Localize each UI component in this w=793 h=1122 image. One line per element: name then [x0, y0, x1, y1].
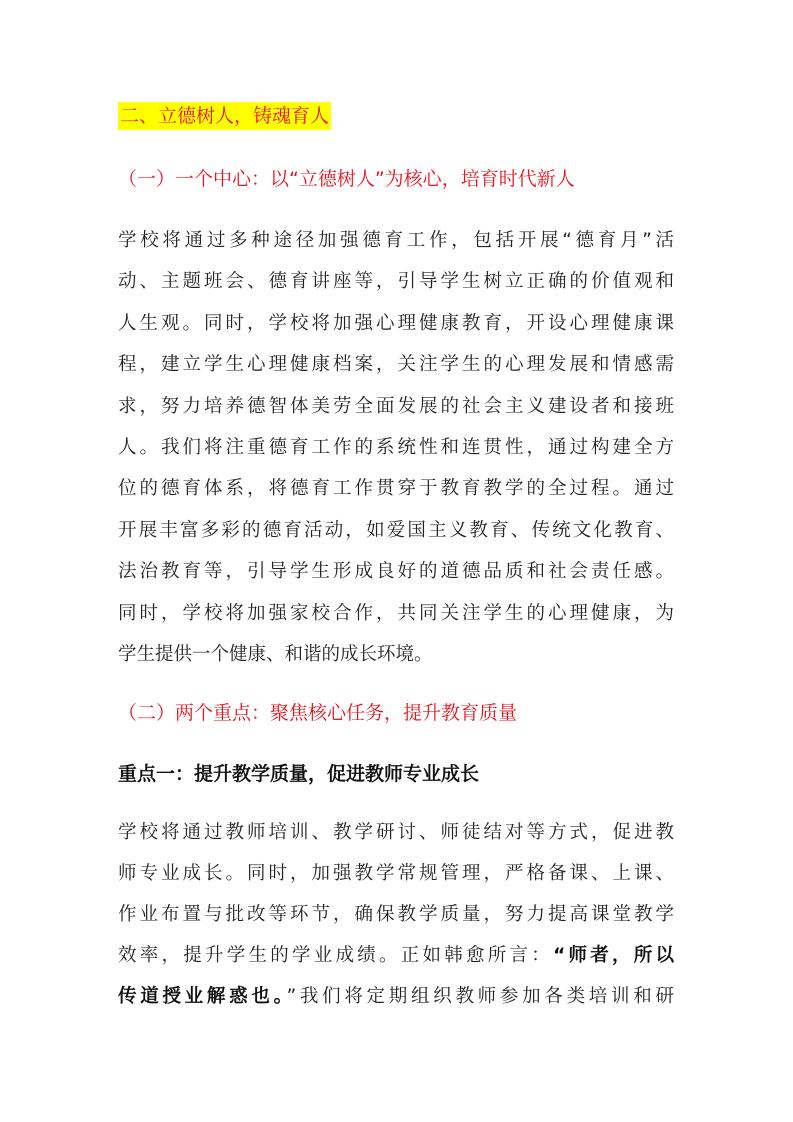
paragraph-line: 学校将通过教师培训、教学研讨、师徒结对等方式，促进教 — [118, 822, 674, 843]
paragraph-line: 位的德育体系，将德育工作贯穿于教育教学的全过程。通过 — [118, 478, 674, 500]
paragraph-line — [118, 944, 674, 968]
paragraph-line: 同时，学校将加强家校合作，共同关注学生的心理健康，为 — [118, 602, 674, 624]
paragraph-line — [118, 985, 674, 1009]
paragraph-line: 开展丰富多彩的德育活动，如爱国主义教育、传统文化教育、 — [118, 519, 674, 541]
paragraph-line: 人生观。同时，学校将加强心理健康教育，开设心理健康课 — [118, 312, 674, 334]
paragraph-line: 学生提供一个健康、和谐的成长环境。 — [118, 644, 433, 665]
paragraph-line: 师专业成长。同时，加强教学常规管理，严格备课、上课、 — [118, 863, 674, 884]
quote-bold: 传道授业解惑也。 — [118, 986, 287, 1007]
line-text: ”我们将定期组织教师参加各类培训和研 — [286, 986, 674, 1007]
quote-bold: “师者，所以 — [553, 945, 674, 966]
section2-subtitle: 重点一：提升教学质量，促进教师专业成长 — [118, 763, 480, 785]
paragraph-line: 程，建立学生心理健康档案，关注学生的心理发展和情感需 — [118, 354, 674, 376]
paragraph-line: 动、主题班会、德育讲座等，引导学生树立正确的价值观和 — [118, 271, 674, 293]
paragraph-line: 学校将通过多种途径加强德育工作，包括开展“德育月”活 — [118, 230, 674, 251]
paragraph-line: 作业布置与批改等环节，确保教学质量，努力提高课堂教学 — [118, 904, 674, 925]
main-heading: 二、立德树人，铸魂育人 — [118, 102, 331, 130]
section1-title: （一）一个中心：以“立德树人”为核心，培育时代新人 — [118, 168, 575, 190]
paragraph-line: 法治教育等，引导学生形成良好的道德品质和社会责任感。 — [118, 561, 674, 583]
paragraph-line: 求，努力培养德智体美劳全面发展的社会主义建设者和接班 — [118, 395, 674, 417]
line-text: 效率，提升学生的学业成绩。正如韩愈所言： — [118, 945, 554, 966]
section2-title: （二）两个重点：聚焦核心任务，提升教育质量 — [118, 702, 518, 724]
paragraph-line: 人。我们将注重德育工作的系统性和连贯性，通过构建全方 — [118, 437, 674, 458]
